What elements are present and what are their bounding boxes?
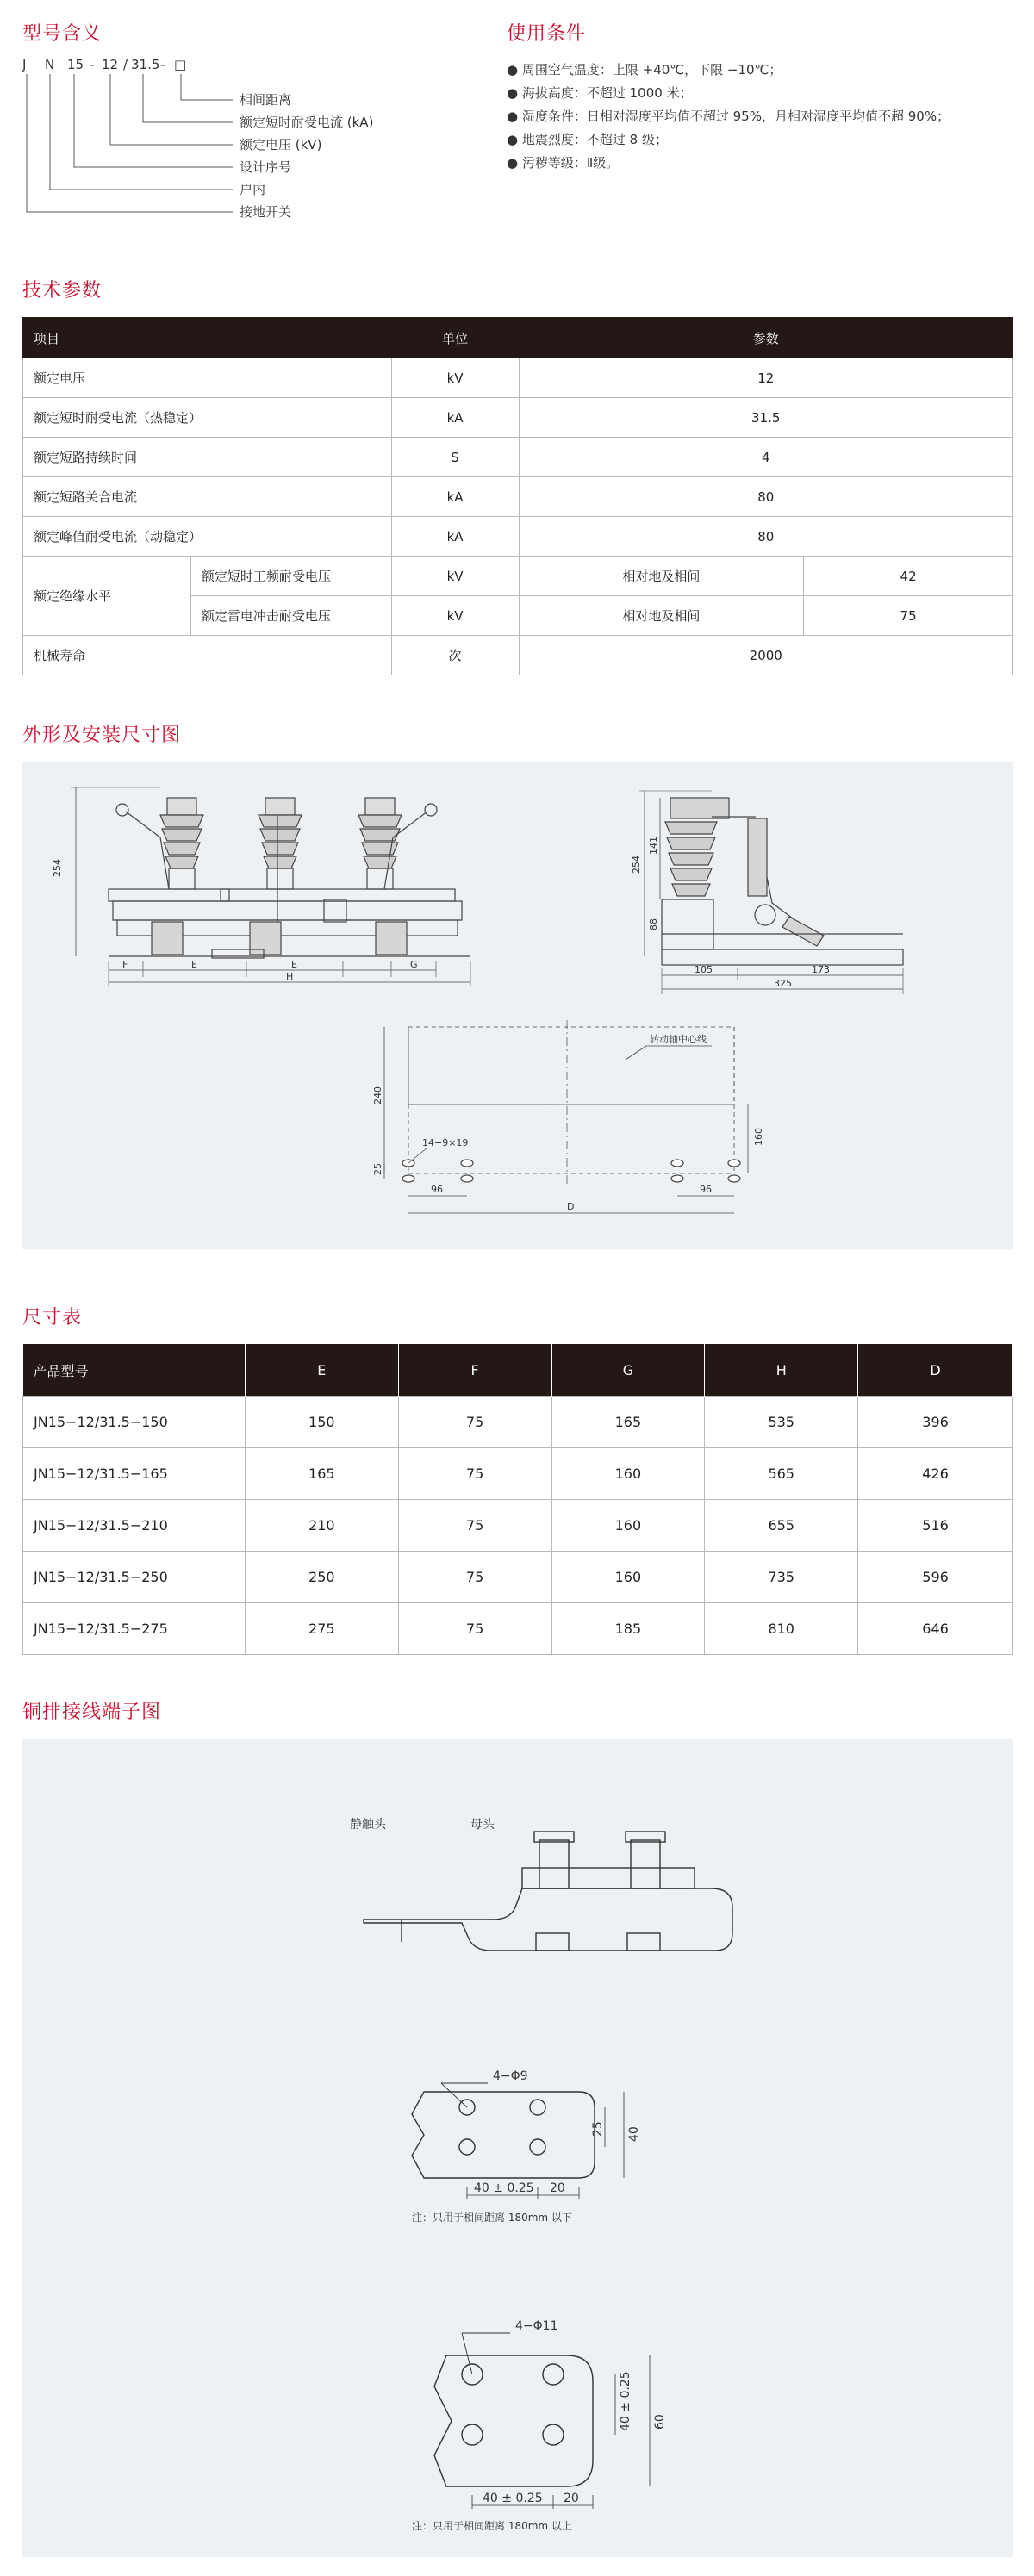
side-dim-254: 254 — [631, 856, 642, 874]
tech-header-row — [23, 318, 1013, 358]
table-row: 额定峰值耐受电流（动稳定） kA 80 — [23, 517, 1013, 557]
table-row: 额定电压 kV 12 — [23, 358, 1013, 398]
code-label: 额定短时耐受电流 (kA) — [240, 115, 374, 130]
condition-item: ● 地震烈度：不超过 8 级； — [507, 132, 668, 147]
table-row: JN15−12/31.5−210 210 75 160 655 516 — [23, 1500, 1013, 1552]
t2-h60: 60 — [653, 2414, 667, 2430]
terminal-panel — [22, 1739, 1013, 2557]
front-dim-254: 254 — [52, 859, 63, 877]
label-bus-head: 母头 — [470, 1818, 495, 1832]
plan-dim-25: 25 — [372, 1163, 383, 1175]
condition-item: ● 海拔高度：不超过 1000 米； — [507, 85, 693, 101]
condition-item: ● 湿度条件：日相对湿度平均值不超过 95%，月相对湿度平均值不超 90%； — [507, 109, 950, 124]
code-label: 相间距离 — [240, 92, 292, 108]
plan-axis-label: 转动轴中心线 — [650, 1034, 707, 1045]
code-char: / — [123, 57, 128, 72]
t2-note: 注：只用于相间距离 180mm 以上 — [412, 2520, 572, 2532]
code-char: □ — [174, 57, 187, 72]
code-char: 31.5 — [131, 57, 160, 72]
condition-item: ● 污秽等级：Ⅱ级。 — [507, 155, 620, 171]
plan-dim-96a: 96 — [431, 1184, 443, 1195]
code-label: 接地开关 — [240, 204, 292, 220]
plan-holes-label: 14−9×19 — [422, 1137, 469, 1148]
front-dim-E1: E — [191, 959, 197, 970]
terminal-drawing — [22, 1739, 1013, 2557]
conditions-title: 使用条件 — [507, 23, 587, 45]
t2-w40: 40 ± 0.25 — [483, 2492, 543, 2505]
conditions-list — [507, 59, 1015, 175]
plan-dim-240: 240 — [372, 1086, 383, 1104]
code-char: - — [160, 57, 165, 72]
side-dim-88: 88 — [648, 918, 659, 930]
side-dim-105: 105 — [695, 964, 713, 975]
code-char: - — [90, 57, 95, 72]
front-dim-H: H — [286, 971, 294, 982]
model-meaning-title: 型号含义 — [22, 23, 103, 45]
t1-h25: 25 — [591, 2121, 605, 2137]
code-label: 户内 — [240, 182, 266, 197]
table-row: 额定绝缘水平 额定短时工频耐受电压 kV 相对地及相间 42 — [23, 557, 1013, 596]
table-row: 额定短时耐受电流（热稳定） kA 31.5 — [23, 398, 1013, 438]
code-label: 额定电压 (kV) — [240, 137, 322, 152]
t1-h40: 40 — [627, 2126, 641, 2142]
table-row: JN15−12/31.5−250 250 75 160 735 596 — [23, 1552, 1013, 1603]
model-code-diagram — [22, 53, 419, 234]
code-char: J — [22, 57, 27, 72]
tech-table — [22, 317, 1013, 675]
outline-panel — [22, 762, 1013, 1249]
table-row: 额定短路持续时间 S 4 — [23, 438, 1013, 477]
front-dim-G: G — [410, 959, 418, 970]
code-char: 12 — [102, 57, 119, 72]
side-dim-141: 141 — [648, 837, 659, 855]
plan-dim-96b: 96 — [700, 1184, 712, 1195]
code-char: 15 — [67, 57, 84, 72]
table-row: JN15−12/31.5−275 275 75 185 810 646 — [23, 1603, 1013, 1655]
table-row: 机械寿命 次 2000 — [23, 636, 1013, 675]
dims-table — [22, 1344, 1013, 1655]
terminal-title: 铜排接线端子图 — [22, 1702, 162, 1723]
front-dim-F: F — [122, 959, 128, 970]
table-row: 额定雷电冲击耐受电压 kV 相对地及相间 75 — [23, 596, 1013, 636]
side-dim-173: 173 — [812, 964, 830, 975]
t1-note: 注：只用于相间距离 180mm 以下 — [412, 2212, 572, 2224]
code-label: 设计序号 — [240, 159, 292, 175]
t2-h40: 40 ± 0.25 — [619, 2371, 632, 2431]
outline-drawing — [22, 762, 1013, 1249]
tech-header-unit: 单位 — [391, 318, 519, 358]
dims-header-row: 产品型号 E F G H D — [23, 1344, 1013, 1397]
tech-header-item: 项目 — [23, 318, 392, 358]
t1-holes: 4−Φ9 — [493, 2069, 528, 2083]
insulator-3 — [358, 798, 402, 889]
table-row: JN15−12/31.5−165 165 75 160 565 426 — [23, 1448, 1013, 1500]
plan-dim-D: D — [567, 1201, 575, 1212]
dims-title: 尺寸表 — [22, 1307, 83, 1328]
table-row: JN15−12/31.5−150 150 75 165 535 396 — [23, 1397, 1013, 1448]
condition-item: ● 周围空气温度：上限 +40℃，下限 −10℃； — [507, 62, 782, 78]
outline-title: 外形及安装尺寸图 — [22, 725, 182, 746]
tech-title: 技术参数 — [22, 280, 103, 302]
t2-holes: 4−Φ11 — [515, 2319, 558, 2333]
table-row: 额定短路关合电流 kA 80 — [23, 477, 1013, 517]
label-static-contact: 静触头 — [350, 1818, 386, 1832]
insulator-2 — [258, 798, 302, 889]
tech-header-value: 参数 — [519, 318, 1013, 358]
plan-dim-160: 160 — [753, 1128, 764, 1146]
side-dim-325: 325 — [774, 978, 792, 989]
t2-w20: 20 — [564, 2492, 579, 2505]
t1-w20: 20 — [550, 2181, 565, 2195]
front-dim-E2: E — [291, 959, 297, 970]
t1-w40: 40 ± 0.25 — [474, 2181, 534, 2195]
code-char: N — [45, 57, 55, 72]
